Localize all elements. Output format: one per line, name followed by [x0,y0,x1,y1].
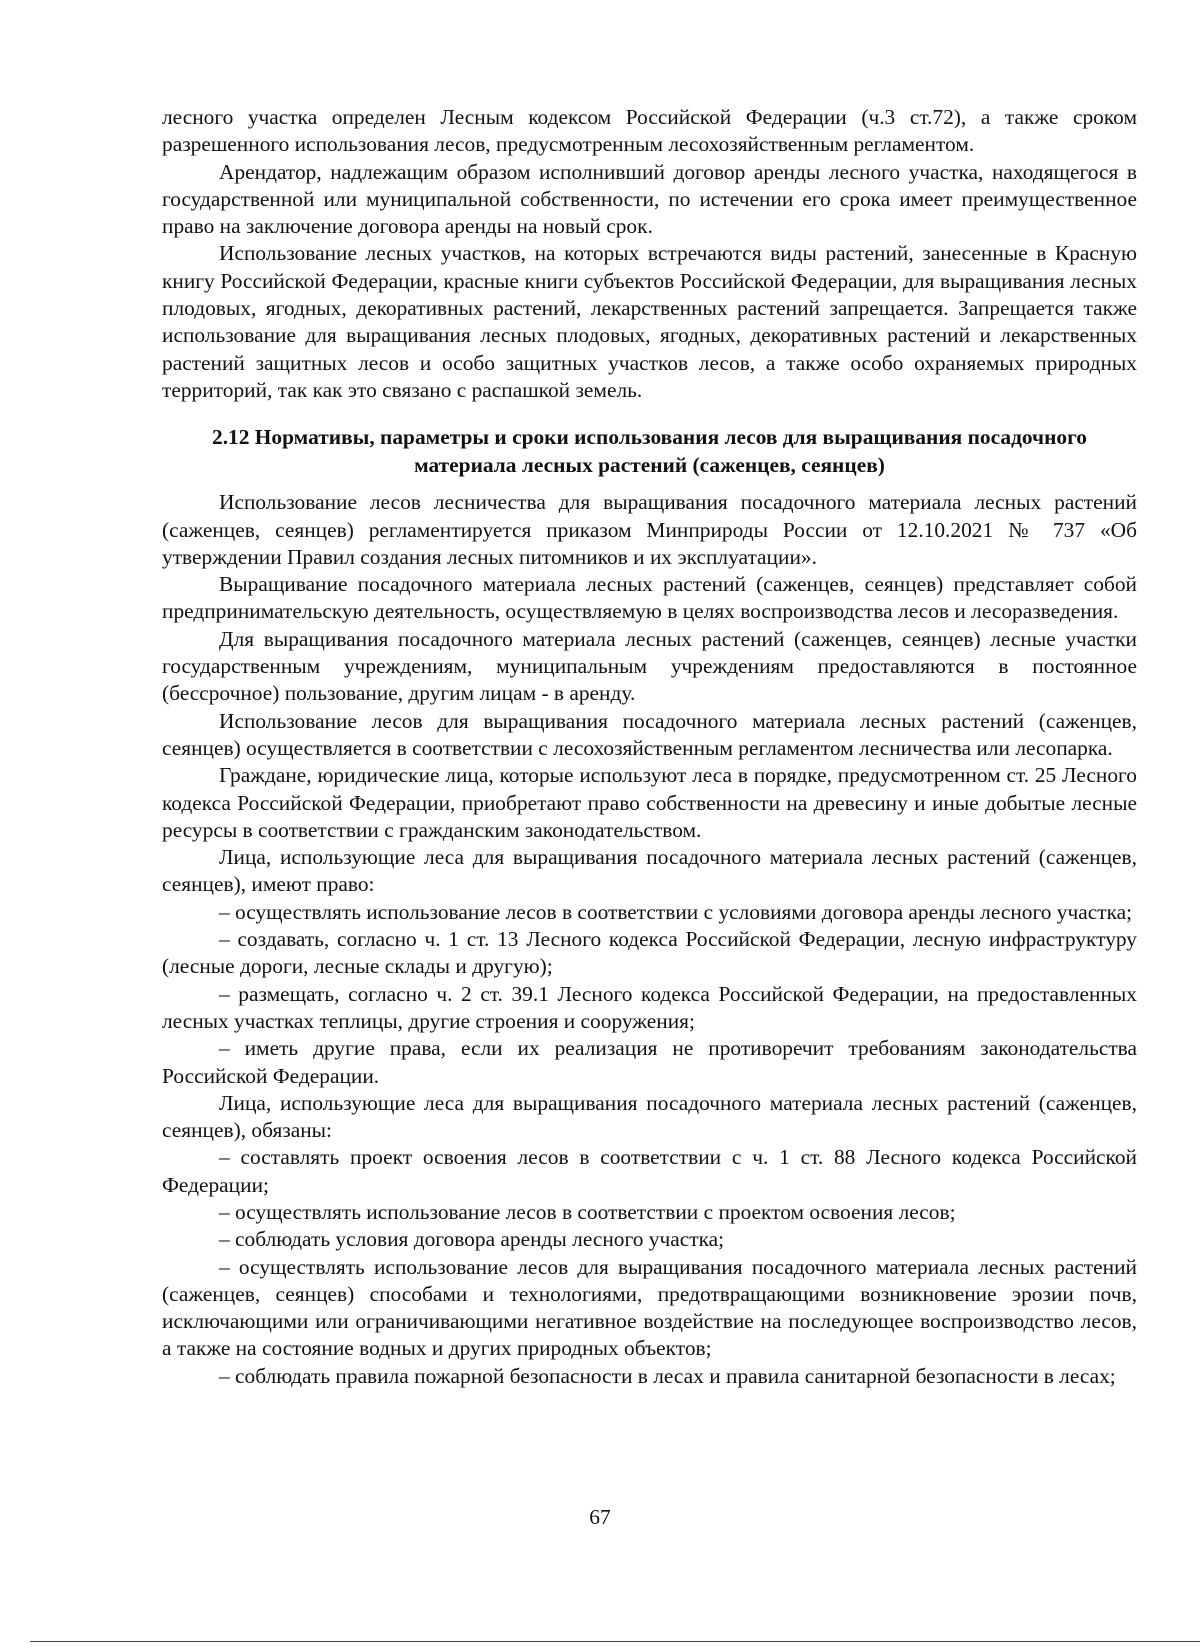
paragraph: Для выращивания посадочного материала лесных растений (саженцев, сеянцев) лесные участки государственным учреждениям, муниципальным учреждениям предоставляются в постоянное (бессрочное) пользование, другим лицам - в аренду. [162,626,1137,706]
paragraph: лесного участка определен Лесным кодексом Российской Федерации (ч.3 ст.72), а также сроком разрешенного использования лесов, предусмотренным лесохозяйственным регламентом. [162,105,1137,157]
paragraph: Лица, использующие леса для выращивания посадочного материала лесных растений (саженцев, сеянцев), обязаны: [162,1090,1137,1143]
paragraph: Арендатор, надлежащим образом исполнивший договор аренды лесного участка, находящегося в государственной или муниципальной собственности, по истечении его срока имеет преимущественное право на заключение договора аренды на новый срок. [162,159,1137,239]
paragraph: Использование лесов для выращивания посадочного материала лесных растений (саженцев, сеянцев) осуществляется в соответствии с лесохозяйственным регламентом лесничества или лесопарка. [162,708,1137,760]
list-item: – осуществлять использование лесов в соответствии с условиями договора аренды лесного участка; [219,899,1133,924]
section-heading: 2.12 Нормативы, параметры и сроки использования лесов для выращивания посадочного материала лесных растений (саженцев, сеянцев) [212,425,1087,477]
paragraph: Выращивание посадочного материала лесных растений (саженцев, сеянцев) представляет собой предпринимательскую деятельность, осуществляемую в целях воспроизводства лесов и лесоразведения. [162,572,1137,624]
list-item: – размещать, согласно ч. 2 ст. 39.1 Лесного кодекса Российской Федерации, на предоставленных лесных участках теплицы, другие строения и сооружения; [162,981,1137,1033]
list-item: – соблюдать правила пожарной безопасности в лесах и правила санитарной безопасности в лесах; [219,1363,1116,1388]
page-number: 67 [589,1505,611,1529]
list-item: – создавать, согласно ч. 1 ст. 13 Лесного кодекса Российской Федерации, лесную инфраструктуру (лесные дороги, лесные склады и другую); [162,927,1137,979]
paragraph: Использование лесов лесничества для выращивания посадочного материала лесных растений (саженцев, сеянцев) регламентируется приказом Минприроды России от 12.10.2021 № 737 «Об утверждении Правил создания лесных питомников и их эксплуатации». [162,490,1137,569]
document-page [162,104,1137,1390]
list-item: – иметь другие права, если их реализация не противоречит требованиям законодательства Российской Федерации. [162,1036,1137,1088]
list-item: – осуществлять использование лесов в соответствии с проектом освоения лесов; [219,1199,956,1224]
list-item: – осуществлять использование лесов для выращивания посадочного материала лесных растений (саженцев, сеянцев) способами и технологиями, предотвращающими возникновение эрозии почв, исключающими или ограничивающими негативное воздействие на последующее воспроизводство лесов, а также на состояние водных и других природных объектов; [162,1254,1137,1361]
list-item: – составлять проект освоения лесов в соответствии с ч. 1 ст. 88 Лесного кодекса Российской Федерации; [162,1145,1137,1197]
paragraph: Граждане, юридические лица, которые используют леса в порядке, предусмотренном ст. 25 Лесного кодекса Российской Федерации, приобретают право собственности на древесину и иные добытые лесные ресурсы в соответствии с гражданским законодательством. [162,763,1137,842]
list-item: – соблюдать условия договора аренды лесного участка; [219,1227,725,1252]
scan-edge-line [30,1641,1200,1642]
paragraph: Использование лесных участков, на которых встречаются виды растений, занесенные в Красную книгу Российской Федерации, красные книги субъектов Российской Федерации, для выращивания лесных плодовых, ягодных, декоративных растений, лекарственных растений запрещается. Запрещается также использование для выращивания лесных плодовых, ягодных, декоративных растений и лекарственных растений защитных лесов и особо защитных участков лесов, а также особо охраняемых природных территорий, так как это связано с распашкой земель. [162,241,1137,402]
paragraph: Лица, использующие леса для выращивания посадочного материала лесных растений (саженцев, сеянцев), имеют право: [162,845,1137,897]
